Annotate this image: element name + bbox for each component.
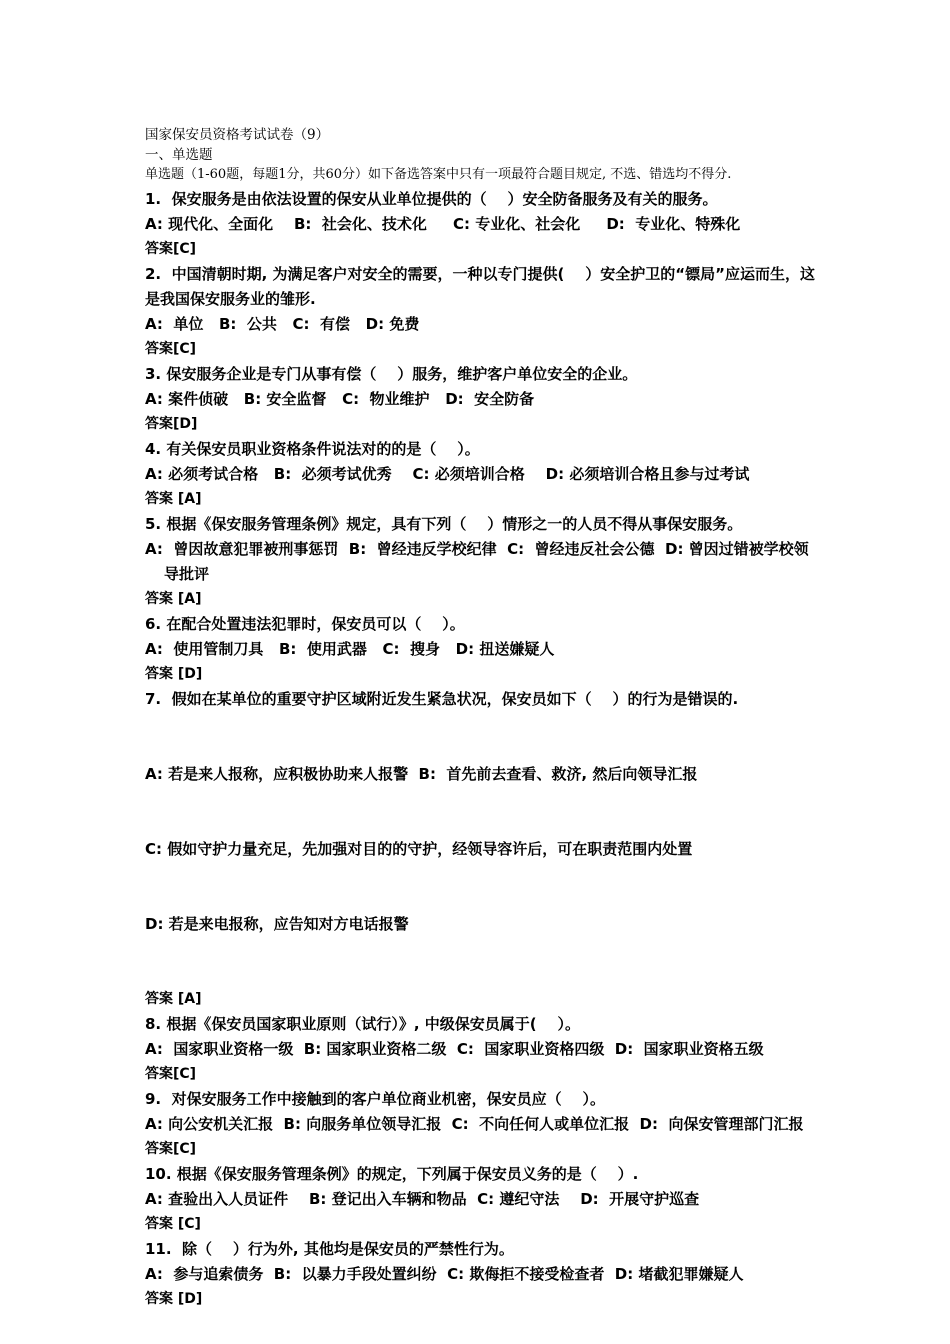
header-block	[145, 125, 815, 185]
question-text: 2. 中国清朝时期, 为满足客户对安全的需要，一种以专门提供( ）安全护卫的“镖局”应运而生，这是我国保安服务业的雏形.	[145, 265, 815, 308]
option-line: A: 向公安机关汇报 B: 向服务单位领导汇报 C: 不向任何人或单位汇报 D: 向保安管理部门汇报	[145, 1115, 804, 1133]
question-text: 6. 在配合处置违法犯罪时，保安员可以（ ）。	[145, 615, 465, 633]
question-list	[145, 187, 815, 1312]
question-answer: 答案 [C]	[145, 1216, 201, 1232]
question-answer: 答案[C]	[145, 341, 197, 357]
question-answer: 答案 [A]	[145, 591, 202, 607]
question-2	[145, 262, 815, 362]
question-5	[145, 512, 815, 612]
question-answer: 答案 [A]	[145, 991, 202, 1007]
question-answer: 答案 [D]	[145, 666, 203, 682]
question-7	[145, 687, 815, 1012]
question-options	[145, 387, 815, 412]
question-answer: 答案[C]	[145, 1141, 197, 1157]
option-line: A: 参与追索债务 B: 以暴力手段处置纠纷 C: 欺侮拒不接受检查者 D: 堵截犯罪嫌疑人	[145, 1265, 744, 1283]
question-answer: 答案[D]	[145, 416, 198, 432]
question-11	[145, 1237, 815, 1312]
question-options	[145, 637, 815, 662]
question-text: 10. 根据《保安服务管理条例》的规定，下列属于保安员义务的是（ ）.	[145, 1165, 639, 1183]
option-line: A: 现代化、全面化 B: 社会化、技术化 C: 专业化、社会化 D: 专业化、特殊化	[145, 215, 741, 233]
option-line: A: 案件侦破 B: 安全监督 C: 物业维护 D: 安全防备	[145, 390, 535, 408]
question-text: 8. 根据《保安员国家职业原则（试行）》, 中级保安员属于( ）。	[145, 1015, 581, 1033]
question-options	[145, 212, 815, 237]
question-options	[145, 462, 815, 487]
question-answer: 答案 [D]	[145, 1291, 203, 1307]
question-options	[145, 537, 815, 587]
option-line: A: 国家职业资格一级 B: 国家职业资格二级 C: 国家职业资格四级 D: 国家职业资格五级	[145, 1040, 764, 1058]
option-line: C: 假如守护力量充足，先加强对目的的守护，经领导容许后，可在职责范围内处置	[145, 840, 693, 858]
option-line: A: 曾因故意犯罪被刑事惩罚 B: 曾经违反学校纪律 C: 曾经违反社会公德 D: 曾因过错被学校领导批评	[145, 540, 809, 583]
question-3	[145, 362, 815, 437]
option-line: A: 若是来人报称，应积极协助来人报警 B: 首先前去查看、救济, 然后向领导汇报	[145, 765, 698, 783]
question-options	[145, 712, 815, 987]
question-options	[145, 1187, 815, 1212]
question-options	[145, 312, 815, 337]
section-heading: 一、单选题	[145, 147, 213, 163]
question-text: 5. 根据《保安服务管理条例》规定，具有下列（ ）情形之一的人员不得从事保安服务。	[145, 515, 743, 533]
question-text: 11. 除（ ）行为外, 其他均是保安员的严禁性行为。	[145, 1240, 514, 1258]
question-6	[145, 612, 815, 687]
option-line: D: 若是来电报称，应告知对方电话报警	[145, 915, 409, 933]
option-line: A: 单位 B: 公共 C: 有偿 D: 免费	[145, 315, 420, 333]
question-options	[145, 1112, 815, 1137]
question-1	[145, 187, 815, 262]
question-text: 7. 假如在某单位的重要守护区域附近发生紧急状况，保安员如下（ ）的行为是错误的.	[145, 690, 739, 708]
exam-title: 国家保安员资格考试试卷（9）	[145, 127, 330, 143]
question-options	[145, 1037, 815, 1062]
exam-page	[145, 125, 815, 1312]
question-answer: 答案[C]	[145, 1066, 197, 1082]
option-line: A: 查验出入人员证件 B: 登记出入车辆和物品 C: 遵纪守法 D: 开展守护巡查	[145, 1190, 700, 1208]
question-10	[145, 1162, 815, 1237]
question-answer: 答案 [A]	[145, 491, 202, 507]
option-line: A: 必须考试合格 B: 必须考试优秀 C: 必须培训合格 D: 必须培训合格且参与过考试	[145, 465, 750, 483]
question-text: 3. 保安服务企业是专门从事有偿（ ）服务，维护客户单位安全的企业。	[145, 365, 638, 383]
question-answer: 答案[C]	[145, 241, 197, 257]
question-text: 1. 保安服务是由依法设置的保安从业单位提供的（ ）安全防备服务及有关的服务。	[145, 190, 718, 208]
question-4	[145, 437, 815, 512]
instructions: 单选题（1-60题，每题1分，共60分）如下备选答案中只有一项最符合题目规定, 不选、错选均不得分.	[145, 167, 732, 182]
question-text: 9. 对保安服务工作中接触到的客户单位商业机密，保安员应（ ）。	[145, 1090, 605, 1108]
option-line: A: 使用管制刀具 B: 使用武器 C: 搜身 D: 扭送嫌疑人	[145, 640, 555, 658]
question-8	[145, 1012, 815, 1087]
question-text: 4. 有关保安员职业资格条件说法对的的是（ ）。	[145, 440, 480, 458]
question-9	[145, 1087, 815, 1162]
question-options	[145, 1262, 815, 1287]
